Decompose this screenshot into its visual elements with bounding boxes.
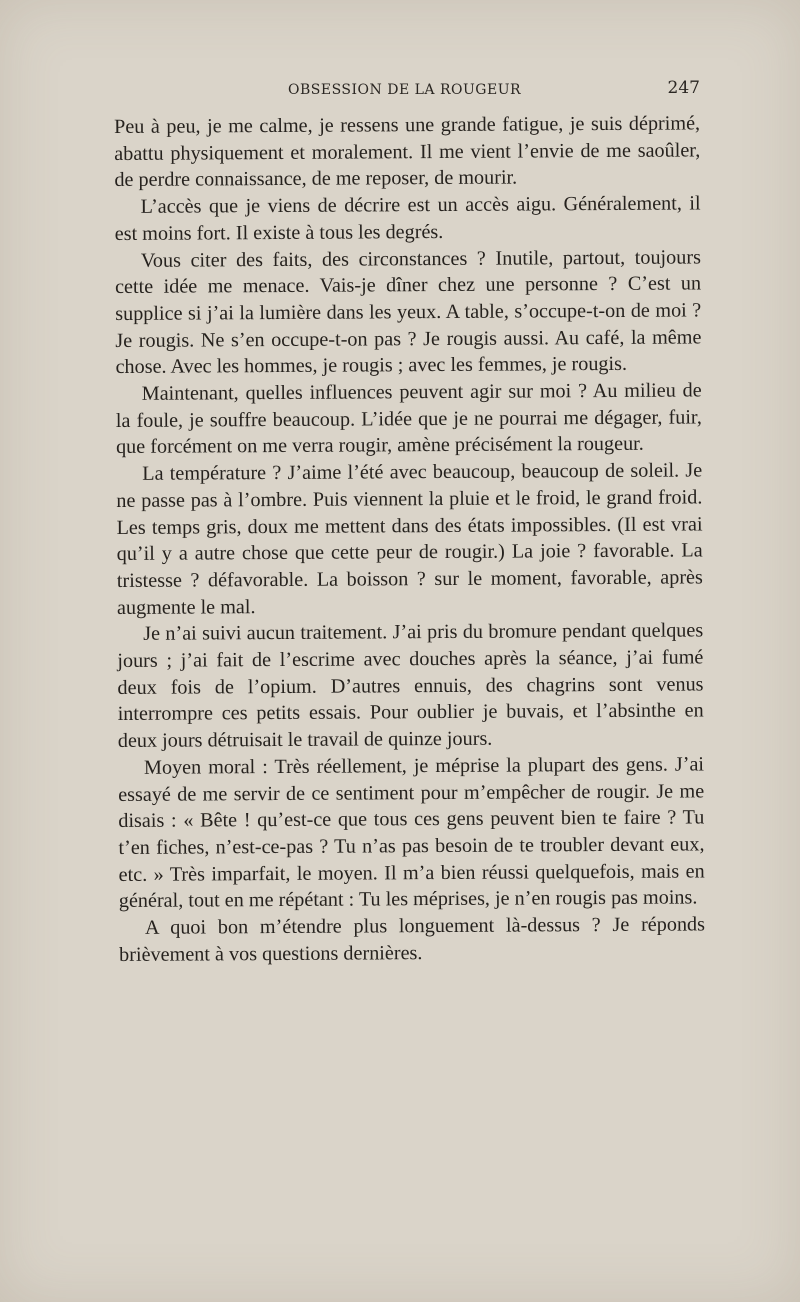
paragraph: Je n’ai suivi aucun traitement. J’ai pris du bromure pendant quelques jours ; j’ai fait de l’escrime avec douches après la séance, j’ai fumé deux fois de l’opium. D’autres ennuis, des chagrins sont venus interrompre ces petits essais. Pour oublier je buvais, et l’absinthe en deux jours détruisait le travail de quinze jours. xyxy=(117,619,704,753)
paragraph: Moyen moral : Très réellement, je méprise la plupart des gens. J’ai essayé de me servir de ce sentiment pour m’empêcher de rougir. Je me disais : « Bête ! qu’est-ce que tous ces gens peuvent bien te faire ? Tu t’en fiches, n’est-ce-pas ? Tu n’as pas besoin de te troubler devant eux, etc. » Très imparfait, le moyen. Il m’a bien réussi quelquefois, mais en général, tout en me répétant : Tu les méprises, je n’en rougis pas moins. xyxy=(118,753,705,913)
paragraph: Vous citer des faits, des circonstances ? Inutile, partout, toujours cette idée me menace. Vais-je dîner chez une personne ? C’est un supplice si j’ai la lumière dans les yeux. A table, s’occupe-t-on de moi ? Je rougis. Ne s’en occupe-t-on pas ? Je rougis aussi. Au café, la même chose. Avec les hommes, je rougis ; avec les femmes, je rougis. xyxy=(114,245,702,379)
page-number: 247 xyxy=(667,78,700,98)
paragraph: A quoi bon m’étendre plus longuement là-dessus ? Je réponds brièvement à vos questions dernières. xyxy=(119,913,706,966)
paragraph: Peu à peu, je me calme, je ressens une grande fatigue, je suis déprimé, abattu physiquement et moralement. Il me vient l’envie de me saoûler, de perdre connaissance, de me reposer, de mourir. xyxy=(114,112,701,192)
paragraph: L’accès que je viens de décrire est un accès aigu. Généralement, il est moins fort. Il existe à tous les degrés. xyxy=(114,192,701,245)
body-text xyxy=(114,110,705,968)
running-title: OBSESSION DE LA ROUGEUR xyxy=(288,82,522,98)
paragraph: Maintenant, quelles influences peuvent agir sur moi ? Au milieu de la foule, je souffre beaucoup. L’idée que je ne pourrai me dégager, fuir, que forcément on me verra rougir, amène précisément la rougeur. xyxy=(115,379,702,459)
page-header xyxy=(114,78,700,102)
paragraph: La température ? J’aime l’été avec beaucoup, beaucoup de soleil. Je ne passe pas à l’ombre. Puis viennent la pluie et le froid, le grand froid. Les temps gris, doux me mettent dans des états impossibles. (Il est vrai qu’il y a autre chose que cette peur de rougir.) La joie ? favorable. La tristesse ? défavorable. La boisson ? sur le moment, favorable, après augmente le mal. xyxy=(116,459,703,619)
